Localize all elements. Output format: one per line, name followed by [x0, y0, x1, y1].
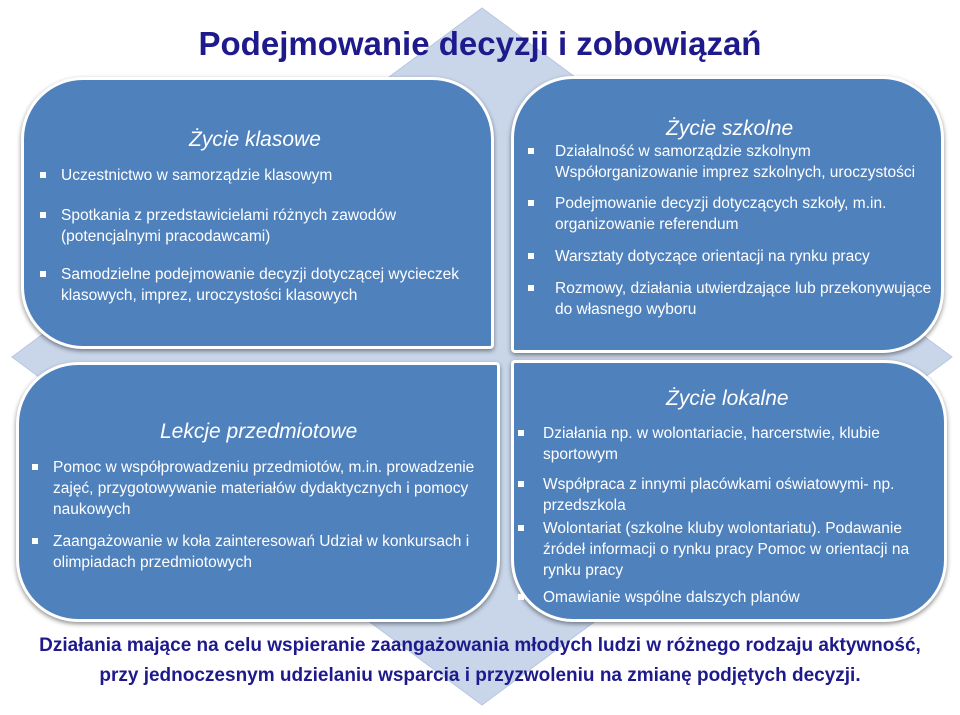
list-item — [528, 278, 938, 320]
item-line: przedszkola — [543, 497, 626, 514]
card-zycie-lokalne — [511, 360, 947, 622]
card-heading: Życie lokalne — [666, 387, 789, 410]
item-line: Pomoc w współprowadzeniu przedmiotów, m.in. prowadzenie — [53, 459, 475, 476]
square-bullet-icon — [40, 212, 46, 218]
list-item — [518, 587, 938, 608]
item-line: rynku pracy — [543, 562, 624, 579]
card-zycie-klasowe — [21, 77, 494, 349]
list-item — [528, 141, 938, 183]
footer-line-2: przy jednoczesnym udzielaniu wsparcia i przyzwoleniu na zmianę podjętych decyzji. — [99, 665, 861, 686]
card-heading: Życie klasowe — [189, 128, 321, 151]
square-bullet-icon — [40, 271, 46, 277]
square-bullet-icon — [518, 525, 524, 531]
list-item — [40, 205, 460, 247]
square-bullet-icon — [32, 538, 38, 544]
card-heading: Życie szkolne — [666, 117, 794, 140]
list-item — [40, 264, 480, 306]
square-bullet-icon — [518, 430, 524, 436]
list-item — [518, 518, 938, 581]
item-line: Warsztaty dotyczące orientacji na rynku pracy — [555, 248, 870, 265]
list-item — [528, 193, 938, 235]
item-line: do własnego wyboru — [555, 301, 697, 318]
square-bullet-icon — [528, 148, 534, 154]
item-line: Podejmowanie decyzji dotyczących szkoły, m.in. — [555, 195, 887, 212]
square-bullet-icon — [518, 481, 524, 487]
item-line: Działania np. w wolontariacie, harcerstwie, klubie — [543, 425, 880, 442]
square-bullet-icon — [32, 464, 38, 470]
square-bullet-icon — [518, 594, 524, 600]
square-bullet-icon — [528, 253, 534, 259]
item-line: organizowanie referendum — [555, 216, 739, 233]
list-item — [518, 474, 938, 516]
item-line: sportowym — [543, 446, 618, 463]
item-line: zajęć, przygotowywanie materiałów dydaktycznych i pomocy — [53, 480, 469, 497]
item-line: klasowych, imprez, uroczystości klasowych — [61, 287, 358, 304]
card-zycie-szkolne — [511, 76, 944, 353]
item-line: Rozmowy, działania utwierdzające lub przekonywujące — [555, 280, 932, 297]
item-line: Wolontariat (szkolne kluby wolontariatu). Podawanie — [543, 520, 902, 537]
item-line: Uczestnictwo w samorządzie klasowym — [61, 167, 333, 184]
list-item — [528, 246, 938, 267]
footer-line-1: Działania mające na celu wspieranie zaangażowania młodych ludzi w różnego rodzaju aktywność, — [39, 635, 921, 656]
item-line: Samodzielne podejmowanie decyzji dotyczącej wycieczek — [61, 266, 460, 283]
list-item — [32, 457, 492, 520]
item-line: naukowych — [53, 501, 131, 518]
item-line: olimpiadach przedmiotowych — [53, 554, 253, 571]
item-line: źródeł informacji o rynku pracy Pomoc w orientacji na — [543, 541, 910, 558]
item-line: Omawianie wspólne dalszych planów — [543, 589, 800, 606]
item-line: Współpraca z innymi placówkami oświatowymi- np. — [543, 476, 895, 493]
list-item — [518, 423, 938, 465]
square-bullet-icon — [528, 200, 534, 206]
item-line: (potencjalnymi pracodawcami) — [61, 228, 271, 245]
page-title: Podejmowanie decyzji i zobowiązań — [198, 25, 762, 62]
item-line: Działalność w samorządzie szkolnym — [555, 143, 811, 160]
item-line: Zaangażowanie w koła zainteresowań Udział w konkursach i — [53, 533, 470, 550]
card-heading: Lekcje przedmiotowe — [160, 420, 358, 443]
list-item — [40, 165, 460, 186]
item-line: Spotkania z przedstawicielami różnych zawodów — [61, 207, 397, 224]
square-bullet-icon — [528, 285, 534, 291]
item-line: Współorganizowanie imprez szkolnych, uroczystości — [555, 164, 916, 181]
square-bullet-icon — [40, 172, 46, 178]
list-item — [32, 531, 492, 573]
card-lekcje-przedmiotowe — [16, 362, 500, 622]
